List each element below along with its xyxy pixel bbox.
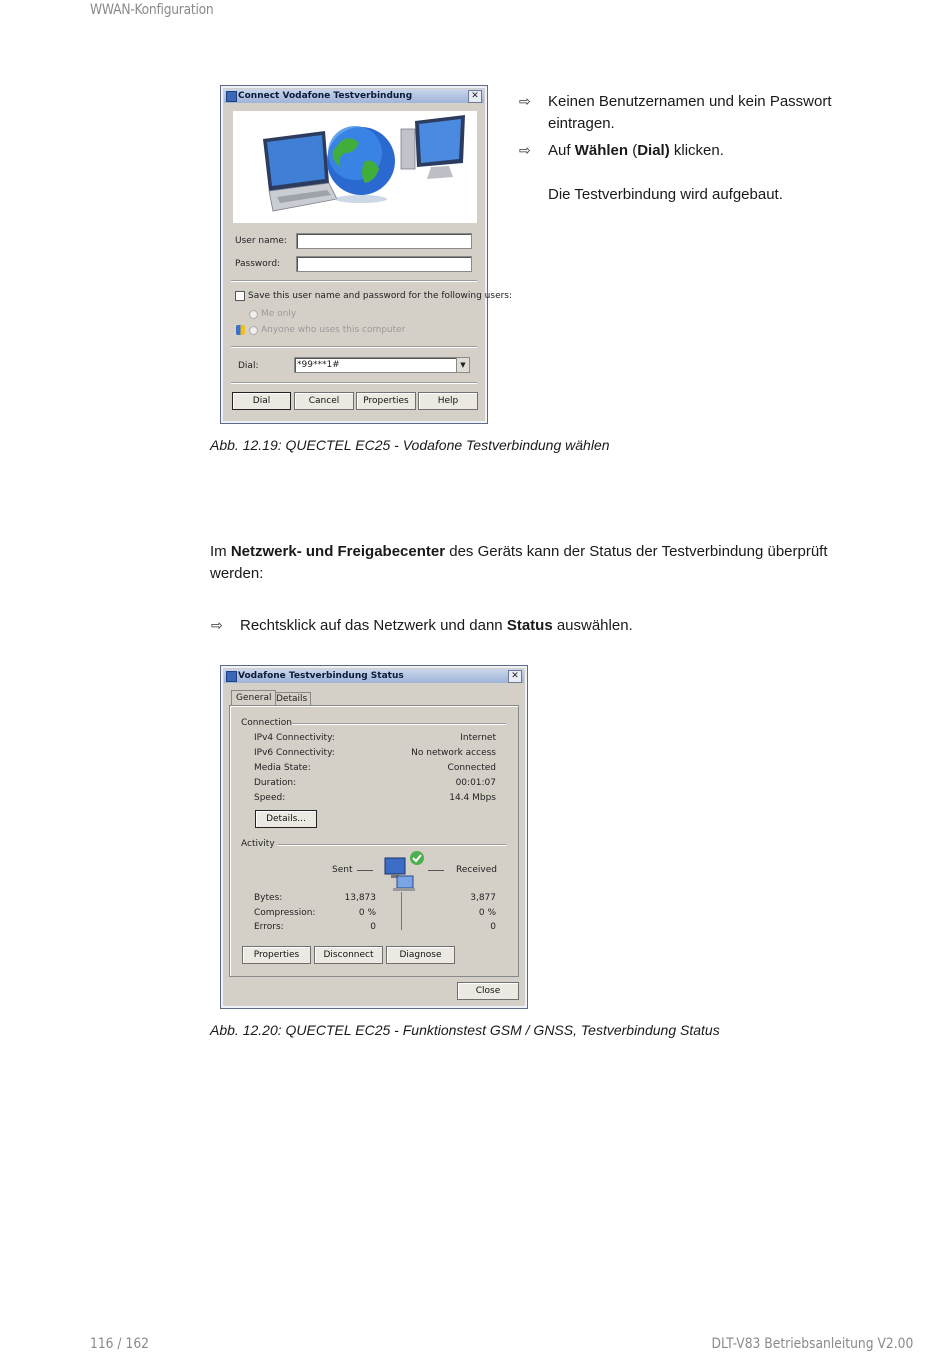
status-dialog-screenshot — [220, 665, 528, 1009]
compression-sent: 0 % — [358, 908, 376, 918]
step-no-credentials: Keinen Benutzernamen und kein Passwort eintragen. — [548, 93, 832, 132]
chevron-down-icon[interactable]: ▼ — [456, 358, 469, 372]
bytes-sent: 13,873 — [344, 893, 376, 903]
separator — [231, 382, 477, 384]
network-activity-icon — [377, 850, 427, 894]
connect-dialog-title: Connect Vodafone Testverbindung — [238, 91, 413, 101]
duration-value: 00:01:07 — [455, 778, 496, 788]
dial-button[interactable]: Dial — [232, 392, 291, 410]
bytes-received: 3,877 — [470, 893, 496, 903]
properties-button[interactable]: Properties — [242, 946, 311, 964]
page-number: 116 / 162 — [90, 1336, 150, 1352]
anyone-label: Anyone who uses this computer — [261, 325, 406, 335]
dial-select[interactable] — [294, 357, 470, 373]
password-field[interactable] — [296, 256, 472, 272]
general-panel — [229, 705, 519, 977]
close-button[interactable]: Close — [457, 982, 519, 1000]
network-icon — [226, 671, 237, 682]
network-center-paragraph: Im Netzwerk- und Freigabecenter des Geräts kann der Status der Testverbindung überprüft werden: — [210, 543, 828, 582]
dial-value: *99***1# — [297, 360, 340, 370]
save-credentials-checkbox[interactable] — [235, 291, 245, 301]
separator — [231, 346, 477, 348]
save-credentials-label: Save this user name and password for the following users: — [248, 291, 513, 301]
activity-section-label: Activity — [241, 839, 275, 849]
compression-received: 0 % — [478, 908, 496, 918]
network-icon — [226, 91, 237, 102]
status-dialog-titlebar — [224, 669, 524, 683]
close-icon[interactable]: ✕ — [468, 90, 482, 103]
cancel-button[interactable]: Cancel — [294, 392, 354, 410]
tab-general[interactable]: General — [231, 690, 276, 705]
user-name-field[interactable] — [296, 233, 472, 249]
step-right-click-status: Rechtsklick auf das Netzwerk und dann Status auswählen. — [240, 617, 633, 634]
separator — [278, 844, 506, 846]
network-illustration — [233, 111, 477, 223]
status-dialog-title: Vodafone Testverbindung Status — [238, 671, 404, 681]
user-name-label: User name: — [235, 236, 287, 246]
separator — [231, 280, 477, 282]
me-only-radio[interactable] — [249, 310, 258, 319]
me-only-label: Me only — [261, 309, 297, 319]
ipv6-value: No network access — [411, 748, 496, 758]
connection-result-text: Die Testverbindung wird aufgebaut. — [548, 186, 783, 203]
arrow-icon: ⇨ — [519, 142, 531, 158]
tab-details[interactable]: Details — [272, 692, 311, 705]
ipv4-label: IPv4 Connectivity: — [254, 733, 335, 743]
laptop-icon — [263, 131, 337, 211]
disconnect-button[interactable]: Disconnect — [314, 946, 383, 964]
help-button[interactable]: Help — [418, 392, 478, 410]
running-header: WWAN-Konfiguration — [90, 2, 214, 18]
arrow-icon: ⇨ — [211, 617, 223, 633]
anyone-radio[interactable] — [249, 326, 258, 335]
errors-received: 0 — [490, 922, 496, 932]
step-click-dial: Auf Wählen (Dial) klicken. — [548, 142, 724, 159]
arrow-icon: ⇨ — [519, 93, 531, 109]
close-icon[interactable]: ✕ — [508, 670, 522, 683]
media-state-value: Connected — [447, 763, 496, 773]
password-label: Password: — [235, 259, 281, 269]
media-state-label: Media State: — [254, 763, 311, 773]
duration-label: Duration: — [254, 778, 297, 788]
received-label: Received — [456, 865, 497, 875]
speed-label: Speed: — [254, 793, 286, 803]
divider — [401, 892, 402, 930]
figure-caption-12-20: Abb. 12.20: QUECTEL EC25 - Funktionstest GSM / GNSS, Testverbindung Status — [210, 1022, 720, 1038]
sent-label: Sent — [332, 865, 353, 875]
separator — [292, 723, 506, 725]
received-line — [428, 870, 444, 871]
shield-icon — [236, 325, 245, 335]
ipv4-value: Internet — [460, 733, 496, 743]
speed-value: 14.4 Mbps — [449, 793, 496, 803]
errors-sent: 0 — [370, 922, 376, 932]
connect-dialog-titlebar — [224, 89, 484, 103]
manual-title: DLT-V83 Betriebsanleitung V2.00 — [711, 1336, 913, 1352]
sent-line — [357, 870, 373, 871]
details-button[interactable]: Details... — [255, 810, 317, 828]
properties-button[interactable]: Properties — [356, 392, 416, 410]
errors-label: Errors: — [254, 922, 284, 932]
compression-label: Compression: — [254, 908, 316, 918]
ipv6-label: IPv6 Connectivity: — [254, 748, 335, 758]
dial-label: Dial: — [238, 361, 259, 371]
connection-section-label: Connection — [241, 718, 292, 728]
connect-dialog-screenshot — [220, 85, 513, 424]
bytes-label: Bytes: — [254, 893, 283, 903]
figure-caption-12-19: Abb. 12.19: QUECTEL EC25 - Vodafone Testverbindung wählen — [210, 437, 610, 453]
diagnose-button[interactable]: Diagnose — [386, 946, 455, 964]
